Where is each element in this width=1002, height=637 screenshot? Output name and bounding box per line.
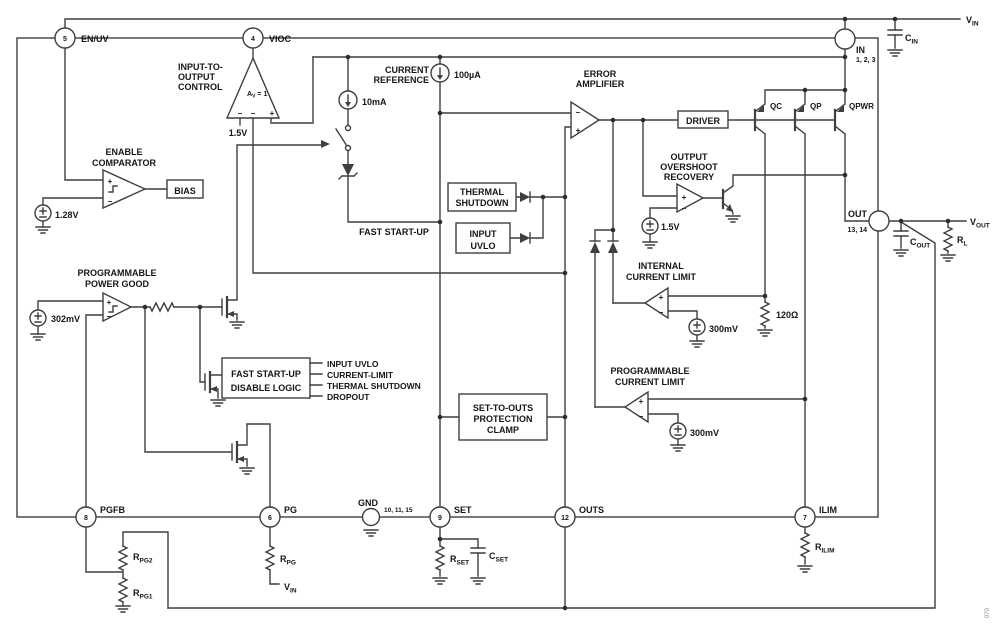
switch-control-arrow bbox=[321, 140, 330, 148]
pin-number: 9 bbox=[438, 515, 442, 522]
plus-mark: + bbox=[658, 293, 664, 302]
rpg-label: $R_{PG}$ bbox=[280, 554, 296, 567]
capacitor-cout bbox=[894, 231, 908, 236]
minus-mark: − bbox=[106, 312, 112, 321]
resistor-rpg bbox=[266, 546, 274, 570]
icl-label-1: INTERNAL bbox=[638, 261, 684, 271]
error-amp-label-1: ERROR bbox=[583, 69, 617, 79]
pin-label-enuv: EN/UV bbox=[81, 34, 109, 44]
pin-label-vioc: VIOC bbox=[269, 34, 292, 44]
minus-mark: − bbox=[658, 308, 664, 317]
resistor-rpg2 bbox=[119, 546, 127, 570]
rpg2-label: $R_{PG2}$ bbox=[133, 552, 153, 565]
internal-current-limit-triangle bbox=[645, 288, 668, 318]
thermal-shutdown-label-1: THERMAL bbox=[460, 187, 504, 197]
icl-clamp-diode bbox=[608, 242, 618, 253]
plus-mark: + bbox=[106, 298, 112, 307]
qpwr-label: QPWR bbox=[849, 102, 874, 111]
input-uvlo-diode bbox=[520, 233, 530, 243]
ovr-npn bbox=[723, 190, 733, 212]
fsu-logic-label-2: DISABLE LOGIC bbox=[230, 383, 302, 393]
pin-label-pg: PG bbox=[284, 505, 298, 515]
minus-mark: − bbox=[638, 412, 644, 421]
capacitor-cin bbox=[888, 30, 902, 35]
qp-label: QP bbox=[810, 102, 822, 111]
pin-out bbox=[869, 211, 889, 231]
plus-mark: + bbox=[107, 177, 113, 186]
pin-nums-in: 1, 2, 3 bbox=[856, 57, 876, 64]
ioc-label-2: OUTPUT bbox=[178, 72, 215, 82]
plus-mark: + bbox=[575, 126, 581, 135]
fsu-logic-label-1: FAST START-UP bbox=[231, 369, 301, 379]
pin-label-in: IN bbox=[856, 45, 865, 55]
cin-label: $C_{IN}$ bbox=[905, 33, 918, 46]
clamp-label-1: SET-TO-OUTS bbox=[472, 403, 534, 413]
bias-label: BIAS bbox=[174, 186, 196, 196]
minus-mark: − bbox=[237, 109, 243, 118]
ioc-gain-label: AV = 1 bbox=[247, 91, 268, 100]
pin-label-outs: OUTS bbox=[579, 505, 605, 515]
fsu-condition-4: DROPOUT bbox=[327, 392, 370, 402]
ovr-label-1: OUTPUT bbox=[670, 152, 708, 162]
vout-label: $V_{OUT}$ bbox=[970, 217, 990, 230]
ppg-label-1: PROGRAMMABLE bbox=[77, 268, 157, 278]
vin-pullup-label: $V_{IN}$ bbox=[284, 582, 297, 595]
enable-ref-value: 1.28V bbox=[55, 210, 79, 220]
thermal-shutdown-diode bbox=[520, 192, 530, 202]
ioc-label-1: INPUT-TO- bbox=[178, 62, 223, 72]
vsource-302mv bbox=[30, 310, 46, 326]
capacitor-cset bbox=[471, 548, 485, 553]
ground-symbols bbox=[31, 50, 955, 612]
vsource-300mv-pcl bbox=[670, 423, 686, 439]
current-source-10ma bbox=[339, 91, 357, 109]
qc-label: QC bbox=[770, 102, 782, 111]
fsu-condition-3: THERMAL SHUTDOWN bbox=[327, 381, 421, 391]
vsource-300mv-icl bbox=[689, 319, 705, 335]
voltage-sources bbox=[30, 205, 705, 439]
rl-label: $R_L$ bbox=[957, 235, 968, 248]
enable-label-1: ENABLE bbox=[105, 147, 143, 157]
plus-mark: + bbox=[681, 193, 687, 202]
pin-label-pgfb: PGFB bbox=[100, 505, 126, 515]
cout-label: $C_{OUT}$ bbox=[910, 237, 931, 250]
wires bbox=[17, 19, 966, 608]
icl-ref-value: 300mV bbox=[709, 324, 739, 334]
current-ref-label-2: REFERENCE bbox=[373, 75, 429, 85]
programmable-current-limit-triangle bbox=[625, 392, 648, 422]
fsu-condition-2: CURRENT-LIMIT bbox=[327, 370, 394, 380]
pin-label-ilim: ILIM bbox=[819, 505, 837, 515]
error-amp-label-2: AMPLIFIER bbox=[575, 79, 625, 89]
ifsu-value: 10mA bbox=[362, 97, 387, 107]
ovr-label-3: RECOVERY bbox=[663, 172, 715, 182]
vsource-1v5-ovr bbox=[642, 218, 658, 234]
icl-label-2: CURRENT LIMIT bbox=[626, 272, 696, 282]
rset-label: $R_{SET}$ bbox=[450, 554, 470, 567]
pcl-label-1: PROGRAMMABLE bbox=[610, 366, 690, 376]
ovr-label-2: OVERSHOOT bbox=[660, 162, 718, 172]
pin-number: 7 bbox=[803, 515, 807, 522]
ioc-offset-value: 1.5V bbox=[228, 128, 248, 138]
pin-number: 6 bbox=[268, 515, 272, 522]
clamp-label-2: PROTECTION bbox=[473, 414, 533, 424]
resistor-rset bbox=[436, 546, 444, 570]
current-source-100ua bbox=[431, 64, 449, 82]
vsource-1v28 bbox=[35, 205, 51, 221]
pin-label-out: OUT bbox=[848, 209, 867, 219]
pin-nums-out: 13, 14 bbox=[847, 227, 867, 234]
enable-label-2: COMPARATOR bbox=[92, 158, 156, 168]
driver-label: DRIVER bbox=[685, 116, 721, 126]
pin-number: 12 bbox=[561, 515, 569, 522]
pcl-label-2: CURRENT LIMIT bbox=[615, 377, 685, 387]
plus-mark: + bbox=[638, 397, 644, 406]
resistor-120ohm bbox=[761, 302, 769, 326]
cset-label: $C_{SET}$ bbox=[489, 551, 509, 564]
resistor-rl bbox=[944, 227, 952, 251]
pin-gnd bbox=[363, 509, 380, 526]
input-uvlo-label-2: UVLO bbox=[470, 241, 496, 251]
pin-in bbox=[835, 29, 855, 49]
text-labels bbox=[51, 15, 991, 618]
thermal-shutdown-label-2: SHUTDOWN bbox=[455, 198, 509, 208]
minus-mark: − bbox=[107, 197, 113, 206]
pin-label-set: SET bbox=[454, 505, 472, 515]
pcl-clamp-diode bbox=[590, 242, 600, 253]
plus-mark: + bbox=[269, 109, 275, 118]
figure-id: 070 bbox=[985, 607, 991, 618]
pin-number: 8 bbox=[84, 515, 88, 522]
clamp-label-3: CLAMP bbox=[487, 425, 519, 435]
iref-value: 100µA bbox=[454, 70, 481, 80]
fast-startup-label: FAST START-UP bbox=[359, 227, 429, 237]
rilim-label: $R_{ILIM}$ bbox=[815, 542, 835, 555]
current-ref-label-1: CURRENT bbox=[385, 65, 429, 75]
ovr-ref-value: 1.5V bbox=[661, 222, 680, 232]
ppg-ref-value: 302mV bbox=[51, 314, 81, 324]
pin-number: 5 bbox=[63, 36, 67, 43]
pin-nums-gnd: 10, 11, 15 bbox=[384, 507, 413, 514]
vin-label: $V_{IN}$ bbox=[966, 15, 979, 28]
minus-mark: − bbox=[250, 109, 256, 118]
minus-mark: − bbox=[681, 204, 687, 213]
ppg-label-2: POWER GOOD bbox=[84, 279, 150, 289]
pcl-ref-value: 300mV bbox=[690, 428, 720, 438]
zener-diode bbox=[342, 164, 354, 176]
fsu-condition-1: INPUT UVLO bbox=[327, 359, 379, 369]
pin-label-gnd: GND bbox=[358, 498, 378, 508]
minus-mark: − bbox=[575, 108, 581, 117]
resistor-rpg1 bbox=[119, 578, 127, 602]
resistor-pg-gate bbox=[150, 303, 174, 311]
internal-resistor-value: 120Ω bbox=[776, 310, 799, 320]
resistor-rilim bbox=[801, 533, 809, 557]
pin-number: 4 bbox=[251, 36, 255, 43]
rpg1-label: $R_{PG1}$ bbox=[133, 588, 153, 601]
ioc-label-3: CONTROL bbox=[178, 82, 223, 92]
input-uvlo-label-1: INPUT bbox=[469, 229, 497, 239]
